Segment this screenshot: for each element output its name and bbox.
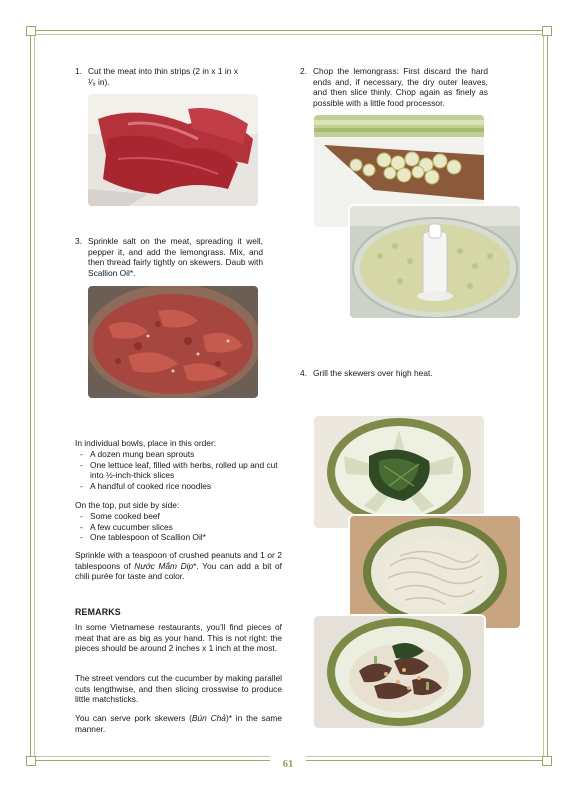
remarks-text-end: )* in the same manner. (75, 713, 283, 734)
photo-bowl-with-noodles (350, 516, 520, 628)
border-corner-ornament (26, 26, 36, 36)
topping-intro: On the top, put side by side: (75, 500, 180, 510)
step-3 (75, 236, 265, 282)
step-text: Grill the skewers over high heat. (313, 368, 433, 378)
step-number: 1. (75, 66, 82, 76)
list-item: - A few cucumber slices (75, 522, 285, 533)
step-2 (300, 66, 490, 112)
list-item: - One lettuce leaf, filled with herbs, rolled up and cut into ½-inch-thick slices (75, 460, 285, 481)
list-item: - A handful of cooked rice noodles (75, 481, 285, 492)
step-text: Chop the lemongrass: First discard the hard ends and, if necessary, the dry outer leaves, and then slice thinly. Chop again as finely as possible with a little food processor. (313, 66, 488, 108)
step-number: 4. (300, 368, 307, 378)
bun-cha-name: Bún Chả (191, 713, 226, 723)
remarks-text: You can serve pork skewers ( (75, 713, 192, 723)
step-text: Cut the meat into thin strips (2 in x 1 in x ¹⁄₈ in). (88, 66, 238, 87)
remarks-heading: REMARKS (75, 607, 121, 617)
serving-intro: In individual bowls, place in this order: (75, 438, 217, 448)
step-4 (300, 368, 490, 380)
step-number: 3. (75, 236, 82, 246)
nuoc-mam-dip-name: Nước Mắm Dip (134, 560, 194, 571)
photo-food-processor-lemongrass (350, 206, 520, 318)
border-corner-ornament (26, 756, 36, 766)
list-item: - Some cooked beef (75, 511, 285, 522)
photo-marinated-beef (88, 286, 258, 398)
step-text: Sprinkle salt on the meat, spreading it well, pepper it, and add the lemongrass. Mix, and then thread fairly tightly on skewers. Daub with Scallion Oil*. (88, 236, 263, 278)
photo-bowl-with-herbs (314, 416, 484, 528)
remarks-paragraph: The street vendors cut the cucumber by making parallel cuts lengthwise, and then slicing crosswise to produce little matchsticks. (75, 673, 282, 705)
step-number: 2. (300, 66, 307, 76)
page-number: 61 (282, 759, 294, 770)
remarks-paragraph (75, 713, 282, 734)
serving-list (75, 449, 285, 491)
photo-raw-beef-strips (88, 94, 258, 206)
topping-list (75, 511, 285, 543)
list-item: - A dozen mung bean sprouts (75, 449, 285, 460)
remarks-paragraph: In some Vietnamese restaurants, you’ll find pieces of meat that are as big as your hand. This is not right: the pieces should be around 2 inches x 1 inch at the most. (75, 622, 282, 654)
border-corner-ornament (542, 26, 552, 36)
finish-text: Sprinkle with a teaspoon of crushed peanuts and 1 or 2 tablespoons of (75, 550, 282, 571)
list-item: - One tablespoon of Scallion Oil* (75, 532, 285, 543)
border-corner-ornament (542, 756, 552, 766)
page-number-box (270, 754, 306, 770)
finish-text-end: *. You can add a bit of chili purée for taste and color. (75, 560, 282, 582)
serving-finish (75, 550, 282, 582)
photo-bowl-with-beef (314, 616, 484, 728)
step-1 (75, 66, 245, 90)
